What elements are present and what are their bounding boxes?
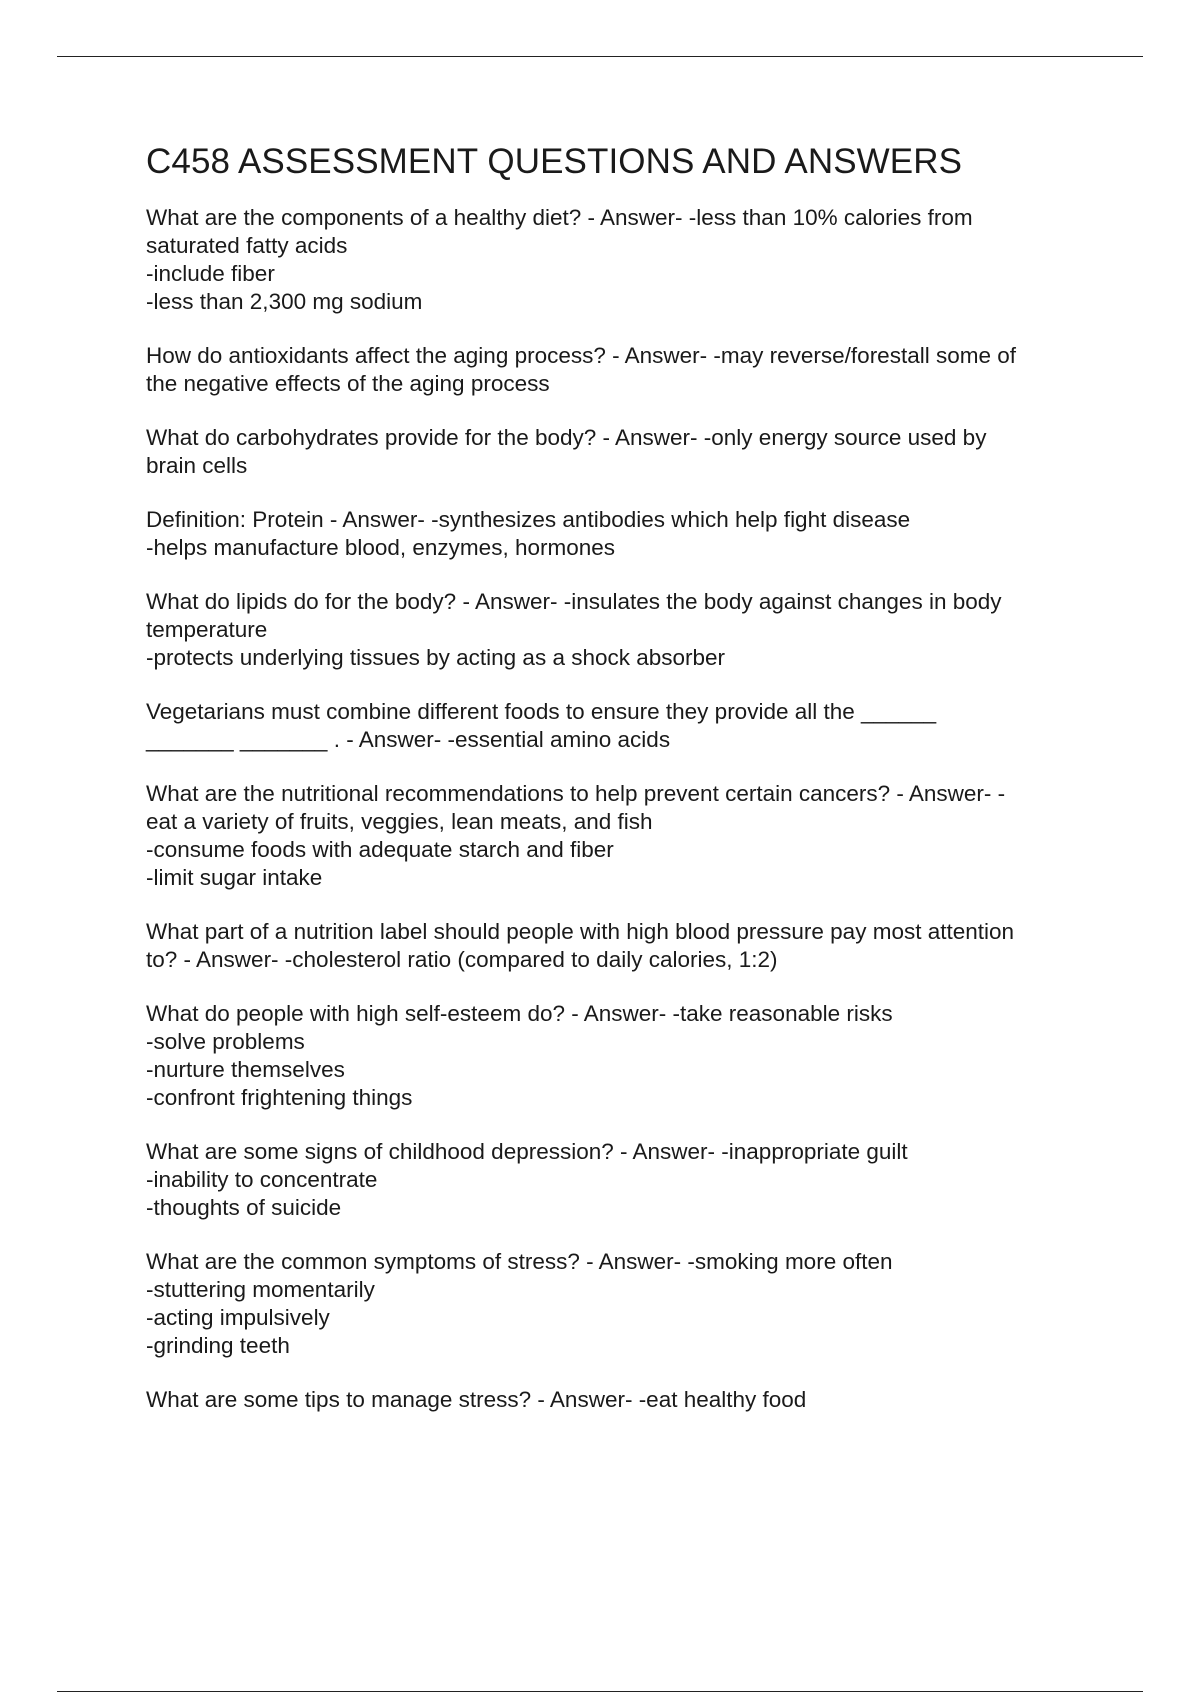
- qa-entry: [146, 506, 1096, 562]
- qa-question-line: How do antioxidants affect the aging process? - Answer- -may reverse/forestall some of: [146, 343, 1016, 368]
- qa-question-line: What do people with high self-esteem do? - Answer- -take reasonable risks: [146, 1001, 893, 1026]
- qa-answer-line: -helps manufacture blood, enzymes, hormones: [146, 535, 615, 560]
- document-title: C458 ASSESSMENT QUESTIONS AND ANSWERS: [146, 142, 963, 181]
- qa-answer-line: -solve problems: [146, 1029, 305, 1054]
- qa-entry: [146, 780, 1096, 892]
- qa-answer-line: saturated fatty acids: [146, 233, 348, 258]
- qa-answer-line: -inability to concentrate: [146, 1167, 378, 1192]
- qa-answer-line: -thoughts of suicide: [146, 1195, 342, 1220]
- qa-question-line: What do carbohydrates provide for the body? - Answer- -only energy source used by: [146, 425, 987, 450]
- qa-entry: [146, 1248, 1096, 1360]
- qa-entry: [146, 342, 1096, 398]
- qa-question-line: What are some tips to manage stress? - Answer- -eat healthy food: [146, 1387, 807, 1412]
- qa-entry: [146, 588, 1096, 672]
- qa-answer-line: -consume foods with adequate starch and fiber: [146, 837, 614, 862]
- qa-entry: [146, 698, 1096, 754]
- qa-question-line: Vegetarians must combine different foods to ensure they provide all the ______: [146, 699, 937, 724]
- qa-answer-line: to? - Answer- -cholesterol ratio (compared to daily calories, 1:2): [146, 947, 778, 972]
- qa-question-line: What are some signs of childhood depression? - Answer- -inappropriate guilt: [146, 1139, 908, 1164]
- qa-answer-line: -stuttering momentarily: [146, 1277, 375, 1302]
- qa-answer-line: eat a variety of fruits, veggies, lean meats, and fish: [146, 809, 653, 834]
- document-body: [146, 140, 1096, 1440]
- qa-answer-line: -include fiber: [146, 261, 275, 286]
- qa-answer-line: _______ _______ . - Answer- -essential amino acids: [146, 727, 671, 752]
- qa-answer-line: -limit sugar intake: [146, 865, 323, 890]
- qa-question-line: What do lipids do for the body? - Answer- -insulates the body against changes in body: [146, 589, 1002, 614]
- qa-entry: [146, 424, 1096, 480]
- qa-question-line: What are the common symptoms of stress? - Answer- -smoking more often: [146, 1249, 893, 1274]
- qa-answer-line: temperature: [146, 617, 268, 642]
- qa-entry: [146, 1386, 1096, 1414]
- qa-answer-line: brain cells: [146, 453, 248, 478]
- qa-entry: [146, 204, 1096, 316]
- bottom-rule: [57, 1691, 1143, 1692]
- qa-list: [146, 204, 1096, 1414]
- qa-entry: [146, 1000, 1096, 1112]
- qa-answer-line: -confront frightening things: [146, 1085, 413, 1110]
- qa-answer-line: -acting impulsively: [146, 1305, 330, 1330]
- qa-question-line: What are the nutritional recommendations to help prevent certain cancers? - Answer- -: [146, 781, 1006, 806]
- qa-answer-line: -protects underlying tissues by acting as a shock absorber: [146, 645, 726, 670]
- qa-answer-line: the negative effects of the aging process: [146, 371, 550, 396]
- top-rule: [57, 56, 1143, 57]
- qa-question-line: Definition: Protein - Answer- -synthesizes antibodies which help fight disease: [146, 507, 911, 532]
- qa-entry: [146, 918, 1096, 974]
- qa-question-line: What are the components of a healthy diet? - Answer- -less than 10% calories from: [146, 205, 973, 230]
- qa-entry: [146, 1138, 1096, 1222]
- qa-answer-line: -nurture themselves: [146, 1057, 345, 1082]
- qa-answer-line: -less than 2,300 mg sodium: [146, 289, 423, 314]
- qa-answer-line: -grinding teeth: [146, 1333, 290, 1358]
- qa-question-line: What part of a nutrition label should people with high blood pressure pay most attention: [146, 919, 1015, 944]
